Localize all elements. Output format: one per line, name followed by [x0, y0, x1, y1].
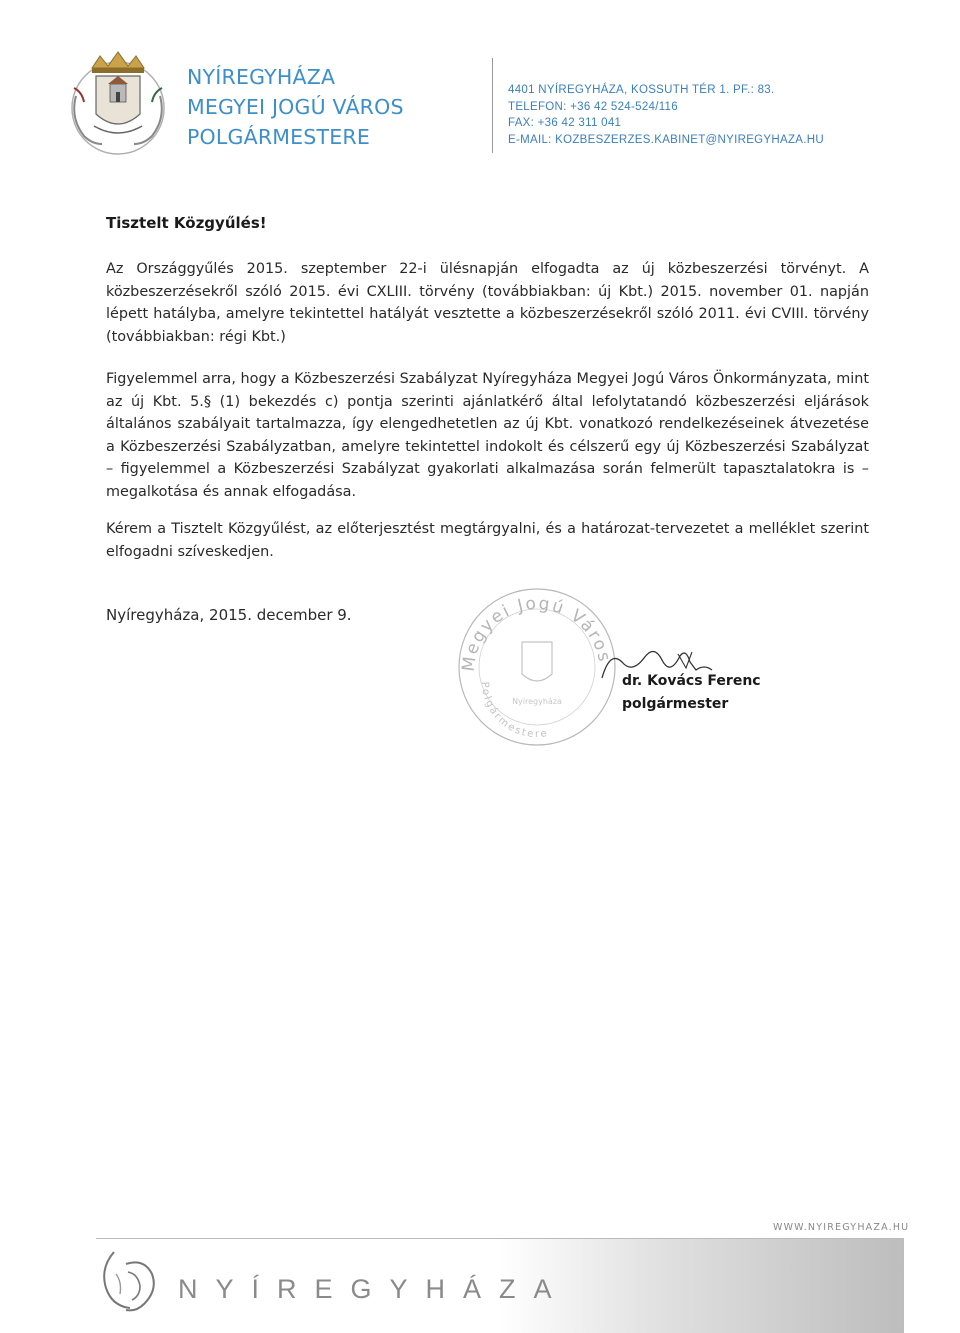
issuer-line-2: MEGYEI JOGÚ VÁROS — [187, 95, 404, 119]
paragraph-1: Az Országgyűlés 2015. szeptember 22-i ülésnapján elfogadta az új közbeszerzési törvényt. A közbeszerzésekről szóló 2015. évi CXLIII. törvény (továbbiakban: új Kbt.) 2015. november 01. napján lépett hatályba, amelyre tekintettel hatályát vesztette a közbeszerzésekről szóló 2011. évi CVIII. törvény (továbbiakban: régi Kbt.) — [106, 261, 869, 345]
paragraph-3: Kérem a Tisztelt Közgyűlést, az előterjesztést megtárgyalni, és a határozat-tervezetet a melléklet szerint elfogadni szíveskedjen. — [106, 521, 869, 560]
website-link[interactable]: WWW.NYIREGYHAZA.HU — [773, 1222, 910, 1233]
date-line: Nyíregyháza, 2015. december 9. — [106, 606, 352, 624]
header-divider — [492, 58, 493, 153]
paragraph-2: Figyelemmel arra, hogy a Közbeszerzési Szabályzat Nyíregyháza Megyei Jogú Város Önkormányzata, mint az új Kbt. 5.§ (1) bekezdés c) pontja szerinti ajánlatkérő által lefolytatandó közbeszerzési eljárások általános szabályait tartalmazza, így elengedhetetlen az új Kbt. vonatkozó rendelkezéseinek átvezetése a Közbeszerzési Szabályzatban, amelyre tekintettel indokolt és célszerű egy új Közbeszerzési Szabályzat – figyelemmel a Közbeszerzési Szabályzat gyakorlati alkalmazása során felmerült tapasztalatokra is – megalkotása és annak elfogadása. — [106, 371, 869, 500]
phone-line: TELEFON: +36 42 524-524/116 — [508, 100, 678, 113]
fax-line: FAX: +36 42 311 041 — [508, 117, 622, 129]
signatory — [622, 670, 761, 716]
signatory-name: dr. Kovács Ferenc — [622, 673, 761, 689]
issuer-line-1: NYÍREGYHÁZA — [187, 65, 336, 89]
issuer-line-3: POLGÁRMESTERE — [187, 125, 370, 149]
salutation: Tisztelt Közgyűlés! — [106, 214, 267, 232]
contact-block — [508, 82, 824, 148]
issuer-name — [187, 62, 404, 152]
svg-text:Megyei Jogú Város: Megyei Jogú Város — [458, 593, 615, 673]
address-line: 4401 NYÍREGYHÁZA, KOSSUTH TÉR 1. PF.: 83. — [508, 84, 775, 96]
email-line: E-MAIL: KOZBESZERZES.KABINET@NYIREGYHAZA.HU — [508, 133, 824, 146]
signatory-title: polgármester — [622, 696, 729, 712]
city-coat-of-arms-icon — [62, 48, 174, 160]
city-logo-icon — [96, 1244, 166, 1324]
svg-text:Polgármestere: Polgármestere — [478, 681, 550, 741]
svg-text:Nyíregyháza: Nyíregyháza — [512, 697, 562, 706]
footer-wordmark: NYÍREGYHÁZA — [178, 1274, 570, 1304]
